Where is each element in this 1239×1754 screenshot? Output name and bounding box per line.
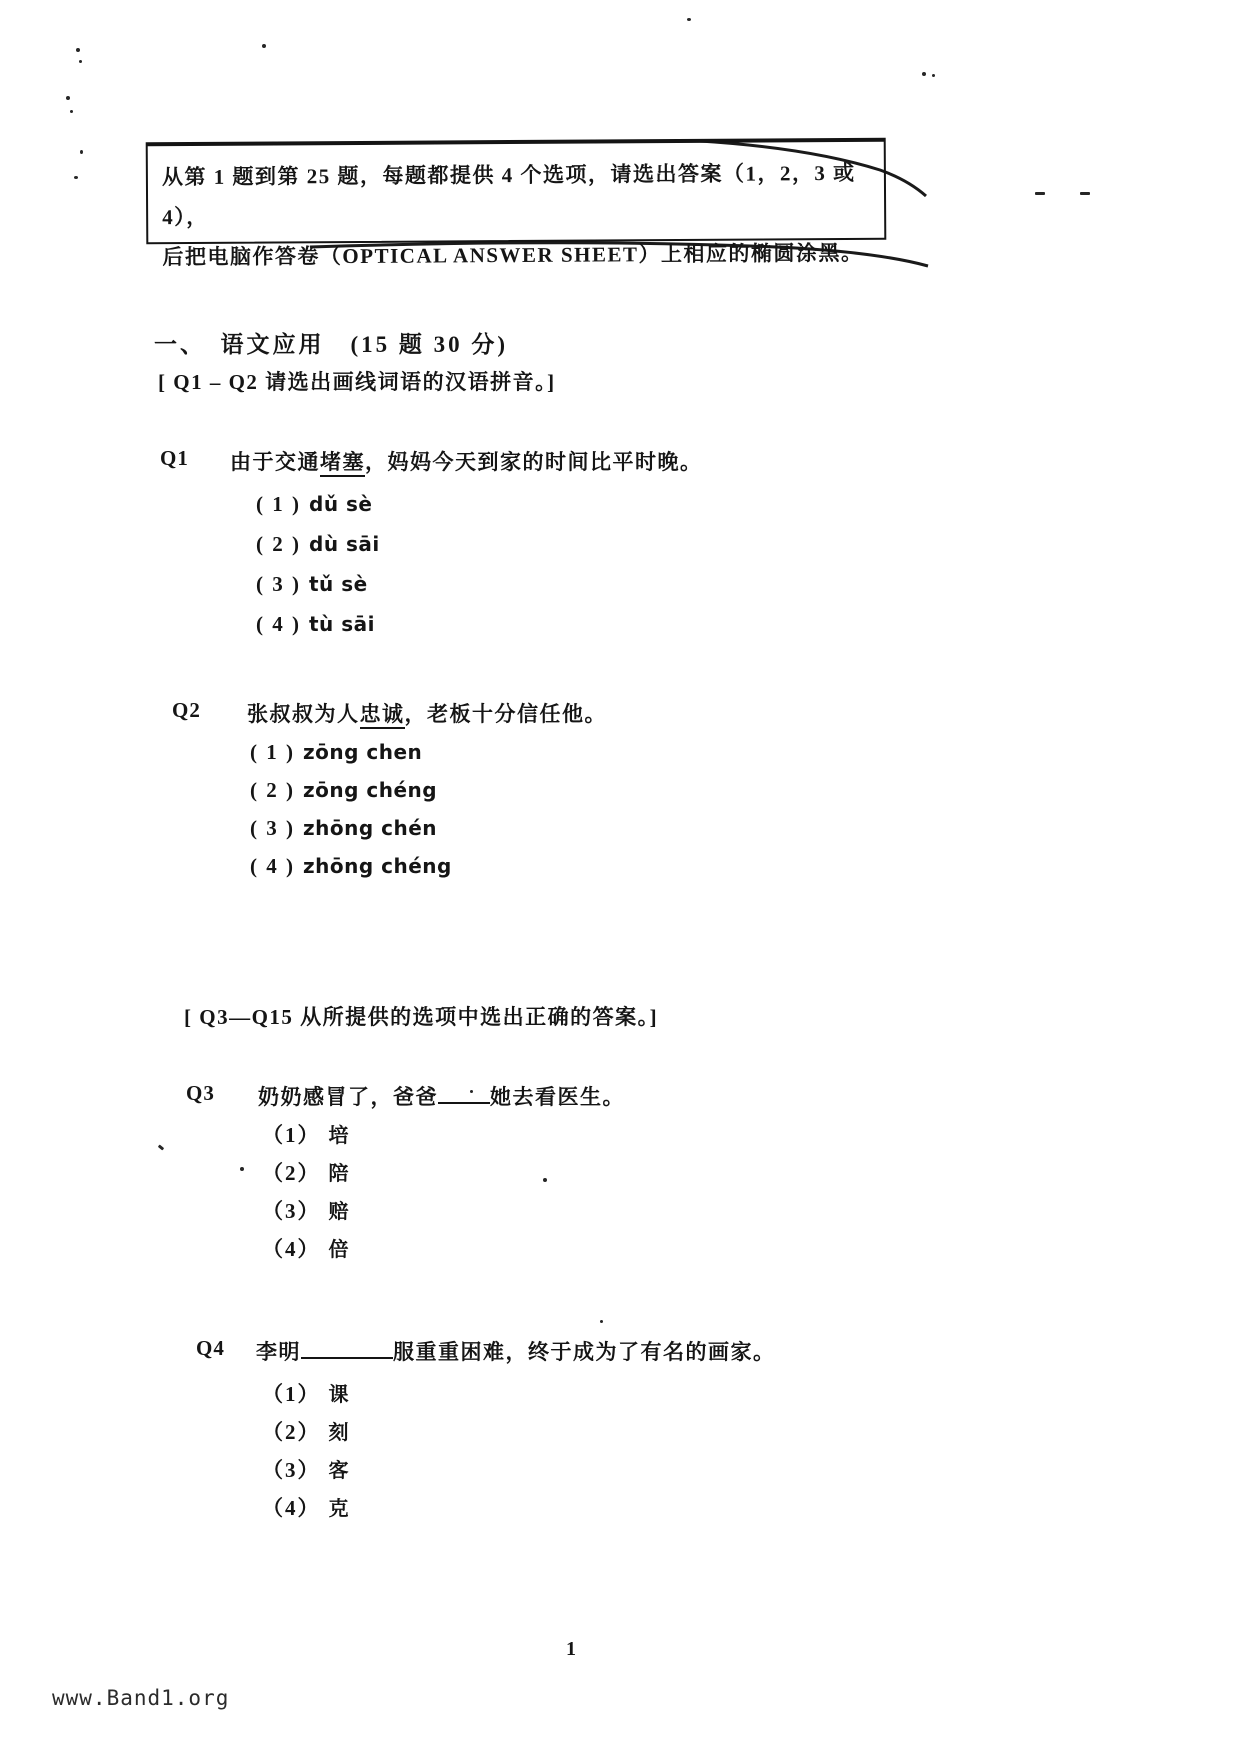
notice-line-1: 从第 1 题到第 25 题，每题都提供 4 个选项，请选出答案（1，2，3 或 4），: [161, 160, 856, 230]
q1-text-pre: 由于交通: [230, 450, 320, 474]
q2-option-3-num: ( 3 ): [250, 816, 295, 840]
q3-text-pre: 奶奶感冒了，爸爸: [258, 1085, 438, 1109]
scan-speckle: [79, 60, 82, 63]
scan-speckle: [158, 1144, 165, 1150]
q3-option-1-text: 培: [328, 1125, 349, 1147]
q2-underlined-term: 忠诚: [360, 702, 405, 729]
q3-option-4: [262, 1233, 349, 1263]
q3-option-2: [262, 1157, 349, 1187]
q2-option-4-text: zhōng chéng: [303, 854, 452, 878]
scan-speckle: [66, 96, 70, 100]
q1-option-4-text: tù sāi: [309, 612, 376, 636]
scan-speckle: [922, 72, 926, 76]
scan-speckle: [687, 18, 691, 21]
question-q4-label: Q4: [196, 1336, 225, 1360]
scan-speckle: [76, 48, 80, 52]
q1-option-3-num: ( 3 ): [256, 572, 301, 596]
scan-speckle: [1080, 192, 1090, 195]
scan-speckle: [70, 110, 73, 113]
question-q3-text: [258, 1081, 625, 1111]
q3-option-3: [262, 1195, 349, 1225]
q2-option-2-text: zōng chéng: [303, 778, 438, 802]
q1-underlined-term: 堵塞: [320, 450, 365, 477]
q1-option-4-num: ( 4 ): [256, 612, 301, 636]
q3-option-3-text: 赔: [328, 1201, 349, 1223]
q4-option-3: [262, 1454, 349, 1484]
q4-option-3-num: （3）: [262, 1458, 321, 1482]
q2-option-4: [250, 854, 452, 879]
question-q1-label: Q1: [160, 446, 189, 470]
notice-line-2: 后把电脑作答卷（OPTICAL ANSWER SHEET）上相应的椭圆涂黑。: [162, 240, 864, 270]
q3-option-1-num: （1）: [262, 1123, 321, 1147]
q4-option-4-num: （4）: [262, 1496, 321, 1520]
q4-text-pre: 李明: [256, 1340, 301, 1364]
q1-option-3: [256, 572, 368, 597]
scan-speckle: [543, 1178, 547, 1182]
question-q2-text: [247, 698, 607, 728]
q4-option-4: [262, 1492, 349, 1522]
scan-speckle: [262, 44, 266, 48]
q3-option-2-text: 陪: [328, 1163, 349, 1185]
q3-text-post: 她去看医生。: [490, 1085, 625, 1109]
q3-option-1: [262, 1119, 349, 1149]
q1-option-2-num: ( 2 ): [256, 532, 301, 556]
scan-speckle: [80, 150, 83, 154]
question-q3-label: Q3: [186, 1081, 215, 1105]
q3-option-2-num: （2）: [262, 1161, 321, 1185]
q1-option-3-text: tǔ sè: [309, 572, 368, 596]
scan-speckle: [240, 1167, 244, 1171]
q4-option-1: [262, 1378, 349, 1408]
q1-option-2-text: dù sāi: [309, 532, 380, 556]
q2-option-1-num: ( 1 ): [250, 740, 295, 764]
page-number: 1: [566, 1638, 576, 1660]
instruction-q1-q2: [ Q1 – Q2 请选出画线词语的汉语拼音。]: [158, 370, 556, 394]
q2-option-1: [250, 740, 422, 765]
instruction-q3-q15: [ Q3—Q15 从所提供的选项中选出正确的答案。]: [184, 1005, 659, 1029]
site-footer: www.Band1.org: [52, 1686, 230, 1710]
q3-blank-line: [438, 1081, 490, 1104]
q1-option-4: [256, 612, 375, 637]
q2-option-3: [250, 816, 437, 841]
scan-speckle: [932, 74, 935, 77]
question-q1-text: [230, 446, 703, 476]
scan-speckle: [470, 1090, 473, 1093]
q1-text-post: ，妈妈今天到家的时间比平时晚。: [365, 450, 703, 474]
q4-option-1-text: 课: [328, 1384, 349, 1406]
q4-option-2-num: （2）: [262, 1420, 321, 1444]
q3-option-4-num: （4）: [262, 1237, 321, 1261]
q2-option-2-num: ( 2 ): [250, 778, 295, 802]
q2-option-3-text: zhōng chén: [303, 816, 438, 840]
q1-option-1-text: dǔ sè: [309, 492, 373, 516]
q4-blank-line: [301, 1336, 393, 1359]
q4-option-4-text: 克: [328, 1498, 349, 1520]
q2-option-2: [250, 778, 437, 803]
scan-speckle: [1035, 192, 1045, 195]
q4-option-2: [262, 1416, 349, 1446]
q1-option-1-num: ( 1 ): [256, 492, 301, 516]
q3-option-4-text: 倍: [328, 1239, 349, 1261]
section-heading: 一、 语文应用 (15 题 30 分): [154, 332, 509, 357]
q4-option-3-text: 客: [328, 1460, 349, 1482]
scan-speckle: [600, 1320, 603, 1323]
q2-option-1-text: zōng chen: [303, 740, 423, 764]
q1-option-2: [256, 532, 380, 557]
notice-box: [146, 138, 887, 270]
question-q2-label: Q2: [172, 698, 201, 722]
q2-text-pre: 张叔叔为人: [247, 702, 360, 726]
q4-text-post: 服重重困难，终于成为了有名的画家。: [393, 1340, 776, 1364]
question-q4-text: [256, 1336, 776, 1366]
q1-option-1: [256, 492, 373, 517]
q2-text-post: ，老板十分信任他。: [404, 702, 607, 726]
q4-option-1-num: （1）: [262, 1382, 321, 1406]
q4-option-2-text: 刻: [328, 1422, 349, 1444]
q2-option-4-num: ( 4 ): [250, 854, 295, 878]
q3-option-3-num: （3）: [262, 1199, 321, 1223]
scan-speckle: [74, 176, 78, 179]
